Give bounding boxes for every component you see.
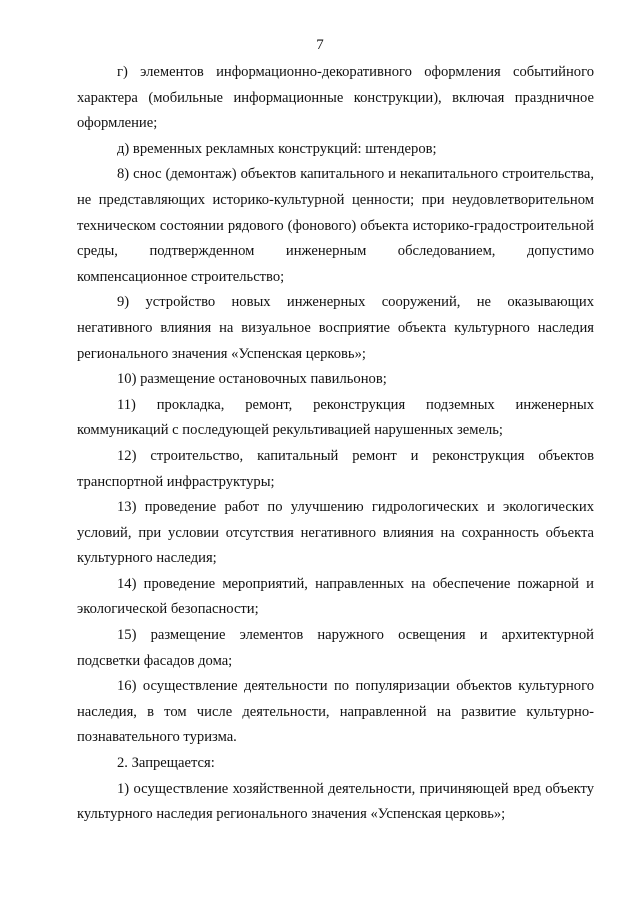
paragraph-item-9-engineering-structures: 9) устройство новых инженерных сооружений, не оказывающих негативного влияния на визуальное восприятие объекта культурного наследия регионального значения «Успенская церковь»; xyxy=(77,294,594,362)
paragraph-prohibited-item-1: 1) осуществление хозяйственной деятельности, причиняющей вред объекту культурного наследия регионального значения «Успенская церковь»; xyxy=(77,780,594,823)
paragraph-item-10-bus-shelters: 10) размещение остановочных павильонов; xyxy=(117,371,387,388)
page-number: 7 xyxy=(316,37,324,53)
paragraph-item-13-hydrology: 13) проведение работ по улучшению гидрологических и экологических условий, при условии отсутствия негативного влияния на сохранность объекта культурного наследия; xyxy=(77,499,594,567)
document-body xyxy=(77,60,594,828)
paragraph-item-g-decorative: г) элементов информационно-декоративного оформления событийного характера (мобильные информационные конструкции), включая праздничное оформление; xyxy=(77,64,594,132)
paragraph-item-12-transport: 12) строительство, капитальный ремонт и реконструкция объектов транспортной инфраструктуры; xyxy=(77,447,594,490)
section-heading-prohibited: 2. Запрещается: xyxy=(117,755,215,772)
paragraph-item-15-lighting: 15) размещение элементов наружного освещения и архитектурной подсветки фасадов дома; xyxy=(77,627,594,669)
paragraph-item-11-utilities: 11) прокладка, ремонт, реконструкция подземных инженерных коммуникаций с последующей рекультивацией нарушенных земель; xyxy=(77,396,594,439)
paragraph-item-8-demolition: 8) снос (демонтаж) объектов капитального и некапитального строительства, не представляющих историко-культурной ценности; при неудовлетворительном техническом состоянии рядового (фонового) объекта историко-градостроительной среды, подтвержденном инженерным обследованием, допустимо компенсационное строительство; xyxy=(77,166,594,285)
paragraph-item-14-fire-safety: 14) проведение мероприятий, направленных на обеспечение пожарной и экологической безопасности; xyxy=(77,575,594,618)
paragraph-item-16-popularization: 16) осуществление деятельности по популяризации объектов культурного наследия, в том числе деятельности, направленной на развитие культурно-познавательного туризма. xyxy=(77,678,594,746)
paragraph-item-d-advertising: д) временных рекламных конструкций: штендеров; xyxy=(117,140,437,157)
